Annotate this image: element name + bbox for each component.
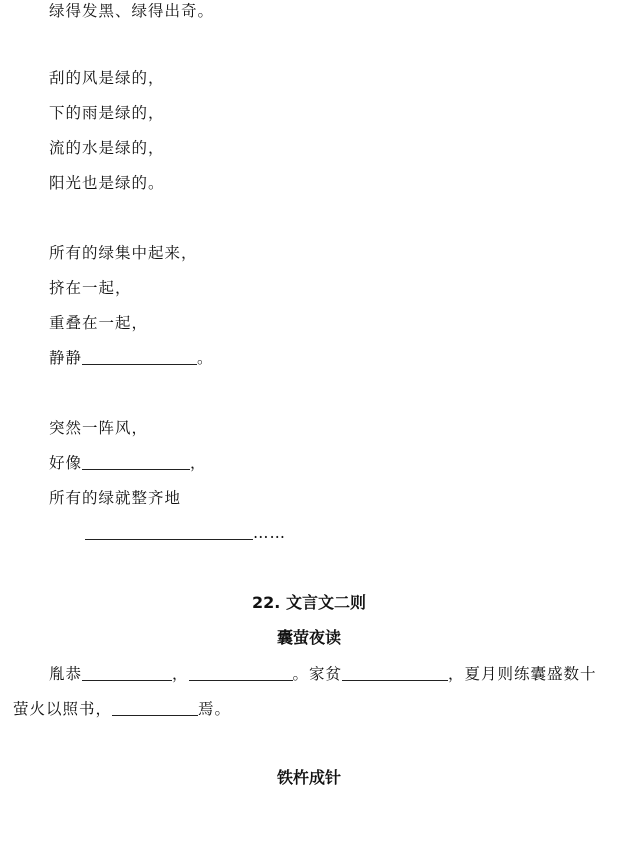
- poem-line-13: [85, 522, 286, 544]
- poem-line-9: [49, 347, 214, 369]
- poem-line-4: 流的水是绿的，: [49, 139, 165, 157]
- paragraph-text-e: 萤火以照书，: [13, 700, 113, 718]
- poem-line-11-prefix: 好像: [49, 454, 83, 472]
- poem-line-11: [49, 452, 207, 474]
- paragraph-text-c: 。家贫: [292, 665, 343, 683]
- story-title-nangying: 囊萤夜读: [276, 628, 341, 647]
- paragraph-text-d: ，夏月则练囊盛数十: [448, 665, 597, 683]
- fill-blank-3[interactable]: [85, 523, 253, 540]
- paragraph-text-a: 胤恭: [49, 665, 83, 683]
- story-paragraph-line-1: [49, 663, 597, 685]
- poem-line-7: 挤在一起，: [49, 279, 132, 297]
- fill-blank-7[interactable]: [112, 699, 198, 716]
- fill-blank-2[interactable]: [82, 453, 190, 470]
- poem-line-10: 突然一阵风，: [49, 419, 149, 437]
- paragraph-text-b: ，: [172, 665, 189, 683]
- section-title: 22. 文言文二则: [252, 593, 366, 612]
- fill-blank-4[interactable]: [82, 664, 172, 681]
- poem-line-11-suffix: ，: [190, 454, 207, 472]
- poem-line-12: 所有的绿就整齐地: [49, 489, 182, 507]
- poem-line-9-suffix: 。: [197, 349, 214, 367]
- poem-line-9-prefix: 静静: [49, 349, 83, 367]
- poem-line-6: 所有的绿集中起来，: [49, 244, 198, 262]
- story-paragraph-line-2: [13, 698, 231, 720]
- poem-line-13-suffix: ……: [253, 524, 286, 542]
- paragraph-text-f: 焉。: [198, 700, 232, 718]
- story-title-tiechu: 铁杵成针: [276, 768, 341, 787]
- poem-line-1: 绿得发黑、绿得出奇。: [49, 2, 215, 20]
- poem-line-5: 阳光也是绿的。: [49, 174, 165, 192]
- fill-blank-6[interactable]: [342, 664, 448, 681]
- poem-line-8: 重叠在一起，: [49, 314, 149, 332]
- poem-line-3: 下的雨是绿的，: [49, 104, 165, 122]
- fill-blank-1[interactable]: [82, 348, 197, 365]
- poem-line-2: 刮的风是绿的，: [49, 69, 165, 87]
- fill-blank-5[interactable]: [189, 664, 293, 681]
